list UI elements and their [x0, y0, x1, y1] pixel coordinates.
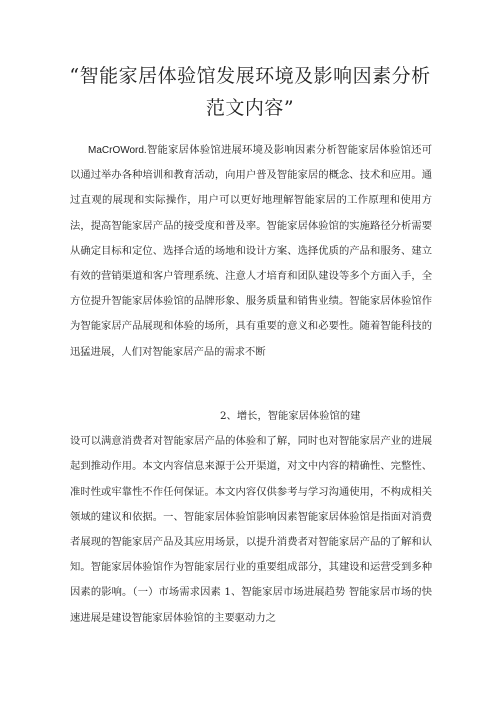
paragraph-2 [70, 404, 432, 631]
paragraph-2-lead: 2、增长，智能家居体验馆的建 [220, 410, 361, 422]
document-title-line-1: “智能家居体验馆发展环境及影响因素分析 [69, 65, 431, 87]
paragraph-1 [70, 138, 432, 365]
paragraph-1-prefix: MaCrOWord. [88, 145, 147, 156]
document-title-line-2: 范文内容” [205, 97, 295, 119]
paragraph-2-text: 设可以满意消费者对智能家居产品的体验和了解，同时也对智能家居产业的进展起到推动作用。本文内容信息来源于公开渠道，对文中内容的精确性、完整性、准时性或牢靠性不作任何保证。本文内容仅供参考与学习沟通使用，不构成相关领域的建议和依据。一、智能家居体验馆影响因素智能家居体验馆是指面对消费者展现的智能家居产品及其应用场景，以提升消费者对智能家居产品的了解和认知。智能家居体验馆作为智能家居行业的重要组成部分，其建设和运营受到多种因素的影响。（一）市场需求因素 1、智能家居市场进展趋势 智能家居市场的快速进展是建设智能家居体验馆的主要驱动力之 [70, 435, 432, 624]
paragraph-1-text: 智能家居体验馆进展环境及影响因素分析智能家居体验馆还可以通过举办各种培训和教育活动，向用户普及智能家居的概念、技术和应用。通过直观的展现和实际操作，用户可以更好地理解智能家居的工作原理和使用方法，提高智能家居产品的接受度和普及率。智能家居体验馆的实施路径分析需要从确定目标和定位、选择合适的场地和设计方案、选择优质的产品和服务、建立有效的营销渠道和客户管理系统、注意人才培育和团队建设等多个方面入手，全方位提升智能家居体验馆的品牌形象、服务质量和销售业绩。智能家居体验馆作为智能家居产品展现和体验的场所，具有重要的意义和必要性。随着智能科技的迅猛进展，人们对智能家居产品的需求不断 [70, 144, 432, 358]
